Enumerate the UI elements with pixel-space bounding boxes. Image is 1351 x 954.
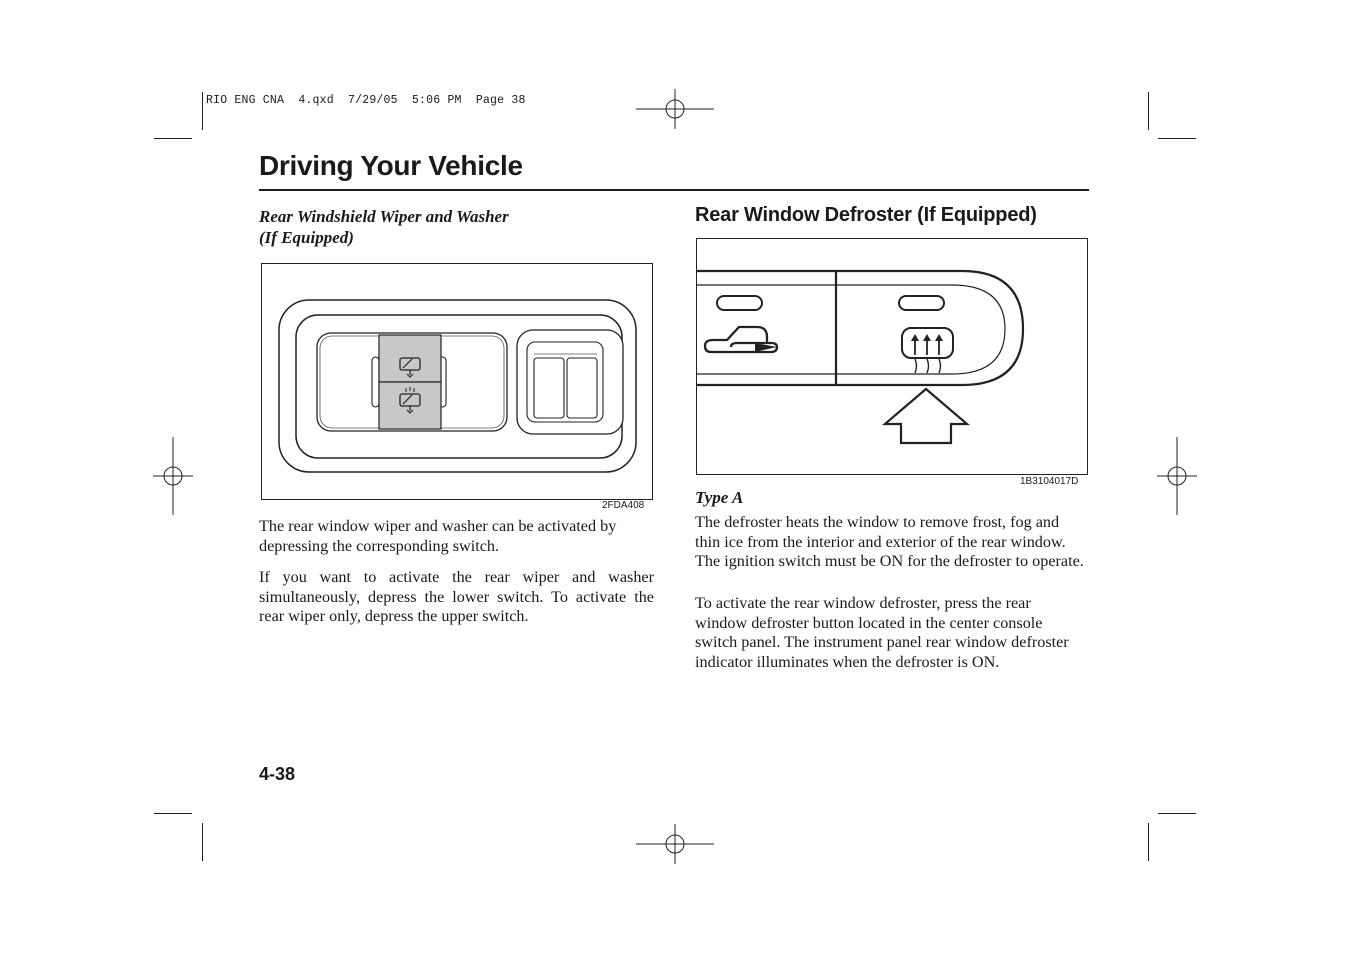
registration-mark-bottom <box>636 824 714 864</box>
wiper-switch-figure <box>261 263 653 500</box>
page-number: 4-38 <box>259 764 296 784</box>
type-a-label: Type A <box>695 488 744 507</box>
wiper-paragraph-2: If you want to activate the rear wiper and washer simultaneously, depress the lower switch. To activate the rear wiper only, depress the upper switch. <box>259 568 654 625</box>
registration-mark-right <box>1157 437 1197 515</box>
wiper-subheading: Rear Windshield Wiper and Washer (If Equipped) <box>259 207 509 247</box>
wiper-switch-illustration <box>262 264 652 499</box>
defroster-paragraph-2: To activate the rear window defroster, press the rear window defroster button located in the center console switch panel. The instrument panel rear window defroster indicator illuminates when the defroster is ON. <box>695 594 1069 671</box>
defroster-figure-code: 1B3104017D <box>1020 476 1079 487</box>
title-rule <box>259 189 1089 191</box>
defroster-paragraph-1: The defroster heats the window to remove frost, fog and thin ice from the interior and exterior of the rear window. The ignition switch must be ON for the defroster to operate. <box>695 513 1084 570</box>
defroster-figure <box>696 238 1088 475</box>
defroster-illustration <box>697 239 1087 474</box>
print-slug: RIO ENG CNA 4.qxd 7/29/05 5:06 PM Page 38 <box>206 94 526 107</box>
registration-mark-top <box>636 89 714 129</box>
air-recirculation-icon <box>705 327 777 352</box>
defroster-heading: Rear Window Defroster (If Equipped) <box>695 204 1037 226</box>
registration-mark-left <box>153 437 193 515</box>
page-title: Driving Your Vehicle <box>259 150 523 181</box>
wiper-figure-code: 2FDA408 <box>602 500 645 511</box>
up-arrow-icon <box>885 389 967 443</box>
rear-defroster-icon <box>902 328 953 373</box>
wiper-paragraph-1: The rear window wiper and washer can be activated by depressing the corresponding switch. <box>259 517 617 555</box>
